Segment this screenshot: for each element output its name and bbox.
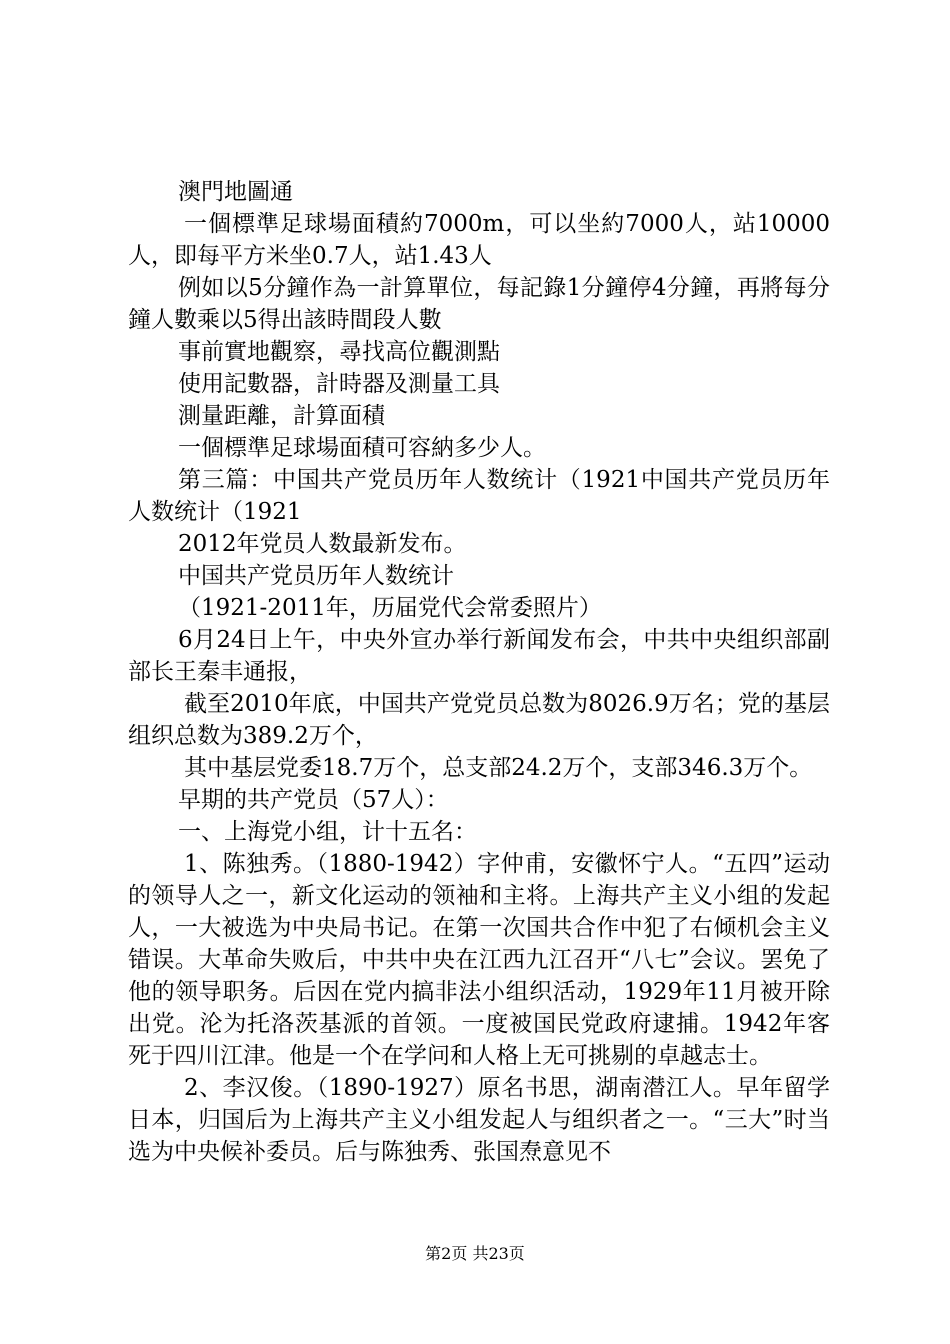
paragraph-section-three: 第三篇：中国共产党员历年人数统计（1921中国共产党员历年人数统计（1921 [128, 467, 830, 525]
paragraph-counting-method: 例如以5分鐘作為一計算單位，每記錄1分鐘停4分鐘，再將每分鐘人數乘以5得出該時間段人數 [128, 275, 830, 333]
paragraph-li-hanjun: 2、李汉俊。（1890-1927）原名书思，湖南潜江人。早年留学日本，归国后为上海共产主义小组发起人与组织者之一。“三大”时当选为中央候补委员。后与陈独秀、张国焘意见不 [128, 1075, 830, 1165]
paragraph-observation: 事前實地觀察，尋找高位觀測點 [178, 339, 500, 365]
paragraph-shanghai-group: 一、上海党小组，计十五名： [178, 819, 477, 845]
paragraph-early-members: 早期的共产党员（57人）： [178, 787, 449, 813]
paragraph-branch-counts: 其中基层党委18.7万个，总支部24.2万个，支部346.3万个。 [184, 755, 813, 781]
paragraph-stats-subtitle: （1921-2011年，历届党代会常委照片） [178, 595, 602, 621]
paragraph-title: 澳門地圖通 [178, 179, 293, 205]
paragraph-member-total: 截至2010年底，中国共产党党员总数为8026.9万名；党的基层组织总数为389.2万个， [128, 691, 830, 749]
paragraph-measure: 測量距離，計算面積 [178, 403, 385, 429]
page-footer: 第2页 共23页 [425, 1244, 525, 1263]
paragraph-press-conference: 6月24日上午，中央外宣办举行新闻发布会，中共中央组织部副部长王秦丰通报， [128, 627, 830, 685]
paragraph-release: 2012年党员人数最新发布。 [178, 531, 467, 557]
paragraph-football-capacity: 一個標準足球場面積約7000m，可以坐約7000人，站10000人，即每平方米坐0.7人，站1.43人 [128, 211, 830, 269]
paragraph-question: 一個標準足球場面積可容納多少人。 [178, 435, 546, 461]
paragraph-tools: 使用記數器，計時器及測量工具 [178, 371, 500, 397]
document-body [128, 176, 830, 1168]
paragraph-chen-duxiu: 1、陈独秀。（1880-1942）字仲甫，安徽怀宁人。“五四”运动的领导人之一，新文化运动的领袖和主将。上海共产主义小组的发起人，一大被选为中央局书记。在第一次国共合作中犯了右倾机会主义错误。大革命失败后，中共中央在江西九江召开“八七”会议。罢免了他的领导职务。后因在党内搞非法小组织活动，1929年11月被开除出党。沦为托洛茨基派的首领。一度被国民党政府逮捕。1942年客死于四川江津。他是一个在学问和人格上无可挑剔的卓越志士。 [128, 851, 830, 1069]
paragraph-stats-title: 中国共产党员历年人数统计 [178, 563, 454, 589]
